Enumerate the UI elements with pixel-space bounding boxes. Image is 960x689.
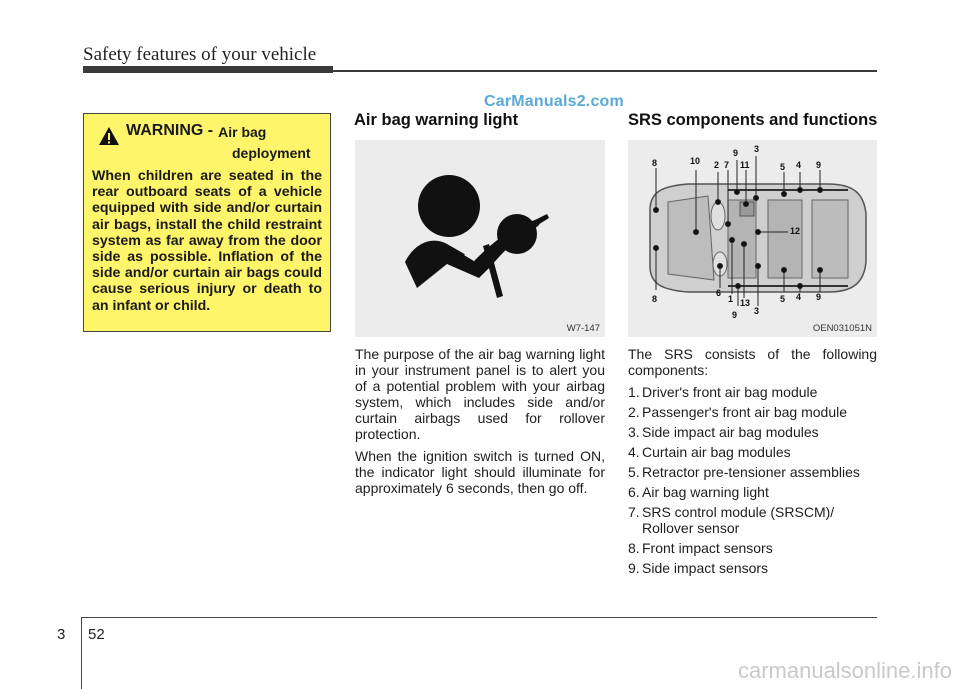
callout-top-2: 2 [714, 160, 720, 170]
warning-subtitle-1: Air bag [218, 124, 267, 140]
warning-body: When children are seated in the rear outboard seats of a vehicle equipped with side and/or curtain air bags, install the child restraint system as far away from the door side as possible. Inflation of the side and/or curtain air bags could cause serious injury or death to an infant or child. [92, 168, 322, 314]
callout-bottom-4: 4 [796, 292, 802, 302]
figure-code-oen: OEN031051N [812, 323, 872, 334]
header-rule-thin [333, 70, 877, 72]
callout-bottom-6: 6 [716, 288, 722, 298]
callout-bottom-1: 1 [728, 294, 734, 304]
airbag-light-heading: Air bag warning light [354, 111, 519, 129]
warning-triangle-icon [98, 126, 120, 146]
warning-subtitle-2: deployment [232, 145, 311, 161]
srs-component-list [628, 384, 877, 576]
watermark-bottom: carmanualsonline.info [737, 658, 952, 683]
callout-top-3: 3 [754, 144, 760, 154]
callout-top-9b: 9 [816, 160, 822, 170]
callout-top-5: 5 [780, 162, 786, 172]
header-rule-thick [83, 66, 333, 73]
callout-top-8: 8 [652, 158, 658, 168]
page-header-title: Safety features of your vehicle [83, 44, 317, 65]
vehicle-srs-diagram [628, 140, 877, 337]
srs-figure [628, 140, 877, 337]
warning-box [83, 113, 331, 332]
warning-title: WARNING - [126, 122, 214, 139]
page-number: 52 [88, 626, 105, 643]
callout-bottom-8: 8 [652, 294, 658, 304]
callout-top-9a: 9 [733, 148, 739, 158]
callout-top-4: 4 [796, 160, 802, 170]
srs-heading: SRS components and functions [628, 111, 878, 129]
watermark-top: CarManuals2.com [484, 93, 624, 110]
list-item: 9. Side impact sensors [628, 560, 769, 576]
list-item: 1. Driver's front air bag module [628, 384, 818, 400]
footer-rule-horizontal [81, 617, 877, 618]
callout-bottom-9a: 9 [732, 310, 738, 320]
list-item: 8. Front impact sensors [628, 540, 773, 556]
srs-intro: The SRS consists of the following components: [628, 346, 877, 378]
callout-bottom-3: 3 [754, 306, 760, 316]
airbag-light-paragraph-1: The purpose of the air bag warning light in your instrument panel is to alert you of a potential problem with your airbag system, which includes side and/or curtain airbags used for rollover protection. [355, 346, 605, 442]
callout-top-7: 7 [724, 160, 730, 170]
chapter-number: 3 [57, 626, 66, 643]
list-item: 5. Retractor pre-tensioner assemblies [628, 464, 860, 480]
airbag-light-figure [355, 140, 605, 337]
list-item: 6. Air bag warning light [628, 484, 769, 500]
figure-code-w7: W7-147 [566, 323, 600, 334]
list-item: 3. Side impact air bag modules [628, 424, 819, 440]
airbag-light-text [355, 346, 605, 502]
callout-bottom-5: 5 [780, 294, 786, 304]
list-item: 2. Passenger's front air bag module [628, 404, 848, 420]
footer-rule-vertical [81, 617, 82, 689]
srs-text [628, 346, 877, 580]
callout-bottom-9b: 9 [816, 292, 822, 302]
airbag-warning-light-icon [355, 140, 605, 337]
warning-header [92, 122, 322, 146]
callout-top-10: 10 [690, 156, 701, 166]
list-item: 4. Curtain air bag modules [628, 444, 791, 460]
list-item: 7. SRS control module (SRSCM)/ Rollover sensor [628, 504, 835, 536]
callout-bottom-13: 13 [740, 298, 751, 308]
airbag-light-paragraph-2: When the ignition switch is turned ON, the indicator light should illuminate for approximately 6 seconds, then go off. [355, 448, 605, 496]
callout-middle-12: 12 [790, 226, 801, 236]
callout-top-11: 11 [740, 160, 750, 170]
